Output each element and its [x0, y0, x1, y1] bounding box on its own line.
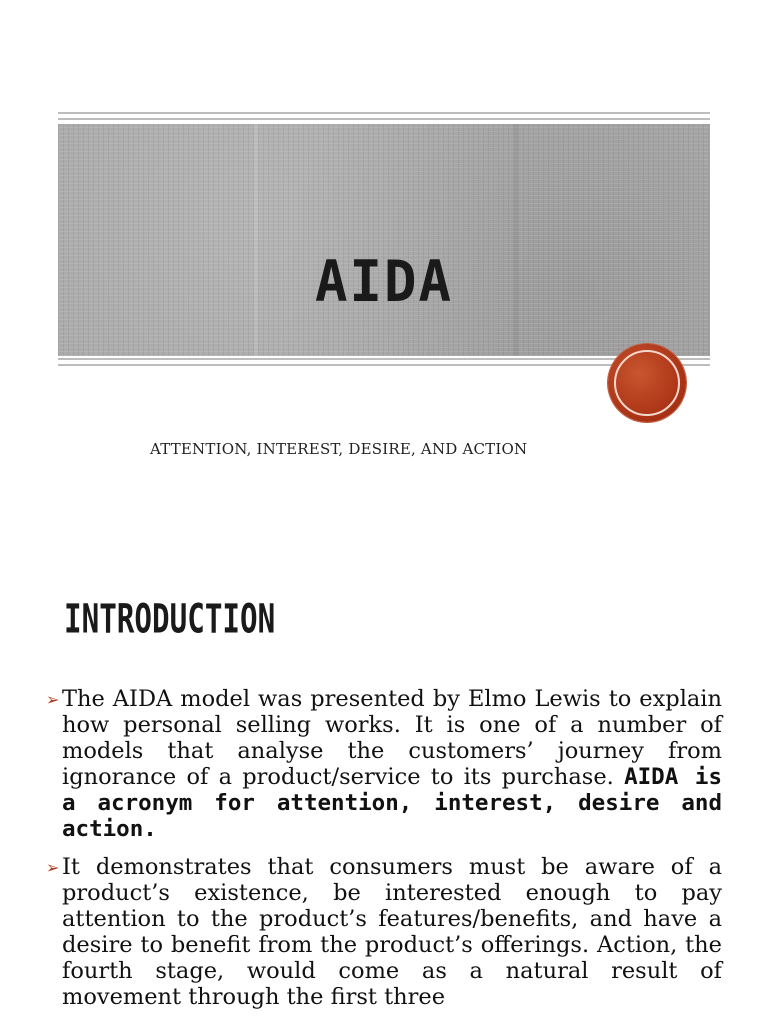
bullet-arrow-icon: ➢ — [46, 690, 60, 709]
title-banner — [58, 112, 710, 366]
banner-bottom-rule-inner — [58, 358, 710, 360]
accent-circle-icon — [608, 344, 686, 422]
banner-seam — [514, 124, 518, 356]
bullet-item — [46, 854, 722, 1010]
intro-slide — [0, 560, 768, 1024]
bullet-text — [62, 686, 722, 842]
banner-texture — [58, 124, 710, 356]
accent-circle-ring — [614, 350, 680, 416]
banner-top-rule-inner — [58, 118, 710, 120]
bullet-body: It demonstrates that consumers must be aware of a product’s existence, be interested enough to pay attention to the product’s features/benefits, and have a desire to benefit from the product’s offerings. Action, the fourth stage, would come as a natural result of movement through the first three — [62, 854, 722, 1010]
banner-seam — [254, 124, 258, 356]
banner-top-rule — [58, 112, 710, 114]
slide-title: AIDA — [314, 248, 454, 315]
bullet-list — [46, 686, 722, 1022]
bullet-text — [62, 854, 722, 1010]
intro-heading: INTRODUCTION — [64, 596, 276, 644]
bullet-arrow-icon: ➢ — [46, 858, 60, 877]
bullet-body: The AIDA model was presented by Elmo Lewis to explain how personal selling works. It is one of a number of models that analyse the customers’ journey from ignorance of a product/service to its purchase. — [62, 686, 722, 790]
bullet-emphasis: AIDA is a acronym for attention, interest, desire and action. — [62, 764, 723, 842]
slide-subtitle: ATTENTION, INTEREST, DESIRE, AND ACTION — [150, 440, 528, 458]
bullet-item — [46, 686, 722, 842]
